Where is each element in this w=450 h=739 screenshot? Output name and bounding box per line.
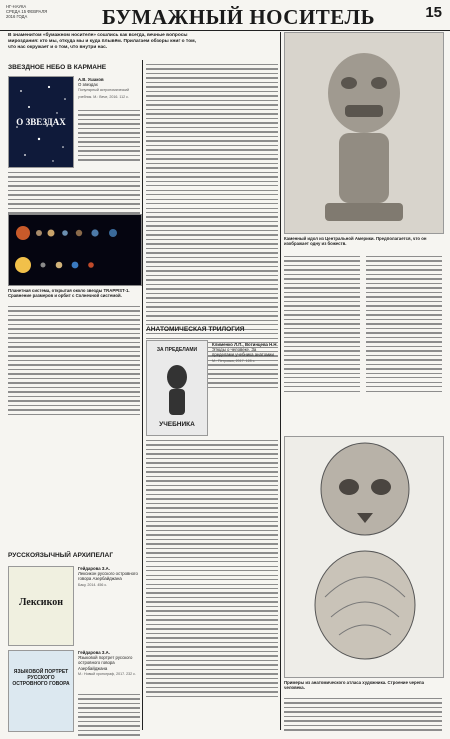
anatomy-title: Этюды о человеке. За пределами учебника анатомии [212, 347, 274, 358]
page-title: БУМАЖНЫЙ НОСИТЕЛЬ [102, 5, 376, 29]
anatomy-cover-top: ЗА ПРЕДЕЛАМИ [156, 347, 198, 353]
stars-author: А.В. Ушаков [78, 77, 104, 82]
stars-details: Популярный астрономический учебник. М.: Вече, 2016. 112 с. [78, 88, 130, 99]
dictionary-details: М.: Новый хронограф, 2017. 232 с. [78, 671, 136, 676]
lexicon-book-info [78, 566, 140, 588]
anatomy-details: М.: Петровка, 2017. 128 с. [212, 358, 256, 363]
dictionary-cover-title: ЯЗЫКОВОЙ ПОРТРЕТ РУССКОГО ОСТРОВНОГО ГОВОРА [12, 669, 70, 687]
anatomy-book-info [212, 342, 278, 364]
skull-caption: Примеры из анатомического атласа художника. Строение черепа человека. [284, 680, 425, 691]
section-tag: НГ-НАУКА [6, 4, 27, 9]
lexicon-cover-title: Лексикон [19, 597, 63, 608]
anatomy-cover-bottom: УЧЕБНИКА [159, 421, 195, 428]
section-heading-anatomy: АНАТОМИЧЕСКАЯ ТРИЛОГИЯ [146, 326, 245, 333]
page-number: 15 [425, 4, 442, 21]
lede: В знаменитом «бумажном носителе» сошлись как всегда, вечные вопросы мироздания: кто мы, откуда мы и куда плывём. Прилагаем обзоры книг о том, что нас окружает и о том, что внутри нас. [8, 33, 196, 50]
dictionary-book-info [78, 650, 140, 677]
stars-book-info [78, 77, 140, 100]
statue-photo-icon [284, 32, 444, 234]
column-divider [280, 32, 281, 730]
planet-diagram-art [9, 215, 141, 285]
page-header [0, 0, 450, 31]
skull-drawing-icon [284, 436, 444, 678]
right-column-text-2 [366, 256, 442, 395]
book-cover-icon [8, 650, 74, 732]
right-column-text-3 [284, 698, 442, 734]
stars-title: О звездах [78, 82, 98, 88]
skull-art [285, 437, 443, 677]
book-cover-icon [8, 76, 74, 168]
issue-year: 2016 ГОДА [6, 14, 28, 19]
section-heading-archipelago: РУССКОЯЗЫЧНЫЙ АРХИПЕЛАГ [8, 552, 114, 559]
issue-meta [6, 4, 47, 19]
stars-review-snippet [78, 110, 140, 164]
sky-column-text-2 [8, 306, 140, 418]
lexicon-title: Лексикон русского островного говора Азербайджана [78, 571, 138, 582]
lexicon-details: Баку, 2014. 456 с. [78, 582, 108, 587]
dictionary-author: Гейдарова З.А. [78, 650, 110, 655]
section-heading-sky: ЗВЕЗДНОЕ НЕБО В КАРМАНЕ [8, 64, 107, 71]
archipelago-text [78, 694, 140, 739]
planets-caption: Планетная система, открытая около звезды TRAPPIST-1. Сравнение размеров и орбит с Солнечной системой. [8, 288, 130, 299]
statue-caption: Каменный идол из Центральной Америки. Предполагается, что он изображает одну из божеств. [284, 236, 427, 247]
dictionary-title: Языковой портрет русского островного говора Азербайджана [78, 655, 133, 671]
statue-art [285, 33, 443, 233]
book-cover-icon [8, 566, 74, 646]
right-column-text-1 [284, 256, 360, 395]
anatomy-text [146, 440, 278, 700]
stars-cover-title: О ЗВЕЗДАХ [16, 117, 66, 127]
book-cover-icon [146, 340, 208, 436]
lexicon-author: Гейдарова З.А. [78, 566, 110, 571]
anatomy-author: Клименко Л.П., Вотинцева Н.Н. [212, 342, 278, 347]
column-divider [142, 60, 143, 730]
planet-diagram-icon [8, 214, 142, 286]
issue-date: СРЕДА 15 ФЕВРАЛЯ [6, 9, 48, 14]
